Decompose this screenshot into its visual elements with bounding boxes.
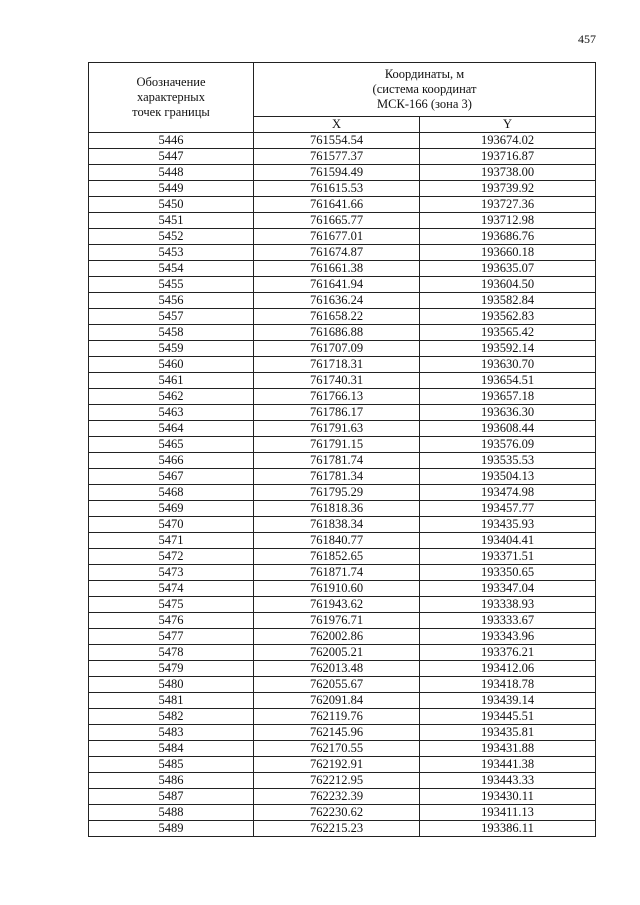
table-row: [89, 645, 596, 661]
point-id-cell: 5458: [89, 325, 254, 341]
y-coordinate-cell: 193712.98: [420, 213, 596, 229]
y-coordinate-cell: 193474.98: [420, 485, 596, 501]
y-coordinate-cell: 193635.07: [420, 261, 596, 277]
x-coordinate-cell: 761795.29: [254, 485, 420, 501]
point-id-cell: 5469: [89, 501, 254, 517]
table-row: [89, 277, 596, 293]
point-id-cell: 5477: [89, 629, 254, 645]
y-coordinate-cell: 193727.36: [420, 197, 596, 213]
coords-header-line: (система координат: [372, 82, 477, 96]
x-coordinate-cell: 762212.95: [254, 773, 420, 789]
y-coordinate-cell: 193657.18: [420, 389, 596, 405]
x-coordinate-cell: 761910.60: [254, 581, 420, 597]
table-row: [89, 677, 596, 693]
point-id-cell: 5456: [89, 293, 254, 309]
table-row: [89, 357, 596, 373]
y-coordinate-cell: 193343.96: [420, 629, 596, 645]
page-number: 457: [578, 32, 596, 46]
point-id-cell: 5462: [89, 389, 254, 405]
point-id-cell: 5447: [89, 149, 254, 165]
point-id-cell: 5454: [89, 261, 254, 277]
table-row: [89, 725, 596, 741]
x-coordinate-cell: 762215.23: [254, 821, 420, 837]
y-coordinate-cell: 193439.14: [420, 693, 596, 709]
point-id-cell: 5478: [89, 645, 254, 661]
x-coordinate-cell: 761943.62: [254, 597, 420, 613]
y-coordinate-cell: 193333.67: [420, 613, 596, 629]
table-row: [89, 437, 596, 453]
table-row: [89, 581, 596, 597]
table-row: [89, 693, 596, 709]
y-coordinate-cell: 193412.06: [420, 661, 596, 677]
table-row: [89, 421, 596, 437]
y-coordinate-cell: 193630.70: [420, 357, 596, 373]
y-coordinate-cell: 193371.51: [420, 549, 596, 565]
point-id-cell: 5455: [89, 277, 254, 293]
x-coordinate-cell: 762002.86: [254, 629, 420, 645]
table-row: [89, 805, 596, 821]
table-row: [89, 517, 596, 533]
x-coordinate-cell: 761840.77: [254, 533, 420, 549]
x-coordinate-cell: 762192.91: [254, 757, 420, 773]
table-row: [89, 757, 596, 773]
table-row: [89, 741, 596, 757]
x-coordinate-cell: 761718.31: [254, 357, 420, 373]
y-coordinate-cell: 193674.02: [420, 133, 596, 149]
table-row: [89, 789, 596, 805]
x-coordinate-cell: 761658.22: [254, 309, 420, 325]
y-coordinate-cell: 193562.83: [420, 309, 596, 325]
x-coordinate-cell: 761636.24: [254, 293, 420, 309]
point-id-cell: 5446: [89, 133, 254, 149]
point-id-cell: 5453: [89, 245, 254, 261]
table-row: [89, 229, 596, 245]
x-coordinate-cell: 761781.34: [254, 469, 420, 485]
x-coordinate-cell: 761677.01: [254, 229, 420, 245]
point-id-cell: 5451: [89, 213, 254, 229]
table-row: [89, 245, 596, 261]
point-id-cell: 5449: [89, 181, 254, 197]
table-header-row: [89, 63, 596, 117]
y-coordinate-cell: 193457.77: [420, 501, 596, 517]
table-row: [89, 613, 596, 629]
y-coordinate-cell: 193738.00: [420, 165, 596, 181]
point-id-cell: 5465: [89, 437, 254, 453]
point-id-cell: 5471: [89, 533, 254, 549]
x-coordinate-cell: 761665.77: [254, 213, 420, 229]
y-coordinate-cell: 193376.21: [420, 645, 596, 661]
table-row: [89, 549, 596, 565]
x-coordinate-cell: 761976.71: [254, 613, 420, 629]
x-column-header: X: [254, 117, 420, 133]
y-coordinate-cell: 193347.04: [420, 581, 596, 597]
x-coordinate-cell: 761871.74: [254, 565, 420, 581]
x-coordinate-cell: 761740.31: [254, 373, 420, 389]
point-id-cell: 5452: [89, 229, 254, 245]
x-coordinate-cell: 761791.63: [254, 421, 420, 437]
table-row: [89, 709, 596, 725]
x-coordinate-cell: 762230.62: [254, 805, 420, 821]
x-coordinate-cell: 761615.53: [254, 181, 420, 197]
point-id-cell: 5470: [89, 517, 254, 533]
table-row: [89, 629, 596, 645]
point-id-cell: 5467: [89, 469, 254, 485]
x-coordinate-cell: 762145.96: [254, 725, 420, 741]
table-row: [89, 325, 596, 341]
x-coordinate-cell: 762170.55: [254, 741, 420, 757]
point-id-cell: 5487: [89, 789, 254, 805]
y-column-header: Y: [420, 117, 596, 133]
table-row: [89, 501, 596, 517]
x-coordinate-cell: 761594.49: [254, 165, 420, 181]
point-id-cell: 5468: [89, 485, 254, 501]
y-coordinate-cell: 193636.30: [420, 405, 596, 421]
point-header-line: Обозначение: [136, 75, 206, 89]
y-coordinate-cell: 193430.11: [420, 789, 596, 805]
x-coordinate-cell: 761838.34: [254, 517, 420, 533]
point-designation-header: [89, 63, 254, 133]
x-coordinate-cell: 762119.76: [254, 709, 420, 725]
x-coordinate-cell: 761674.87: [254, 245, 420, 261]
table-row: [89, 213, 596, 229]
point-id-cell: 5489: [89, 821, 254, 837]
point-id-cell: 5483: [89, 725, 254, 741]
x-coordinate-cell: 761786.17: [254, 405, 420, 421]
y-coordinate-cell: 193504.13: [420, 469, 596, 485]
coordinates-table: [88, 62, 596, 837]
table-row: [89, 165, 596, 181]
y-coordinate-cell: 193582.84: [420, 293, 596, 309]
point-id-cell: 5479: [89, 661, 254, 677]
y-coordinate-cell: 193739.92: [420, 181, 596, 197]
x-coordinate-cell: 762091.84: [254, 693, 420, 709]
x-coordinate-cell: 761818.36: [254, 501, 420, 517]
table-row: [89, 597, 596, 613]
point-id-cell: 5481: [89, 693, 254, 709]
table-row: [89, 149, 596, 165]
y-coordinate-cell: 193535.53: [420, 453, 596, 469]
point-header-line: точек границы: [132, 105, 210, 119]
table-row: [89, 293, 596, 309]
x-coordinate-cell: 761781.74: [254, 453, 420, 469]
table-body: [89, 133, 596, 837]
x-coordinate-cell: 762005.21: [254, 645, 420, 661]
y-coordinate-cell: 193435.81: [420, 725, 596, 741]
table-row: [89, 373, 596, 389]
y-coordinate-cell: 193338.93: [420, 597, 596, 613]
point-header-line: характерных: [137, 90, 205, 104]
x-coordinate-cell: 761707.09: [254, 341, 420, 357]
y-coordinate-cell: 193404.41: [420, 533, 596, 549]
point-id-cell: 5448: [89, 165, 254, 181]
coords-header-line: МСК-166 (зона 3): [377, 97, 472, 111]
y-coordinate-cell: 193411.13: [420, 805, 596, 821]
x-coordinate-cell: 761577.37: [254, 149, 420, 165]
y-coordinate-cell: 193443.33: [420, 773, 596, 789]
coordinates-header: [254, 63, 596, 117]
table-row: [89, 133, 596, 149]
point-id-cell: 5450: [89, 197, 254, 213]
point-id-cell: 5464: [89, 421, 254, 437]
x-coordinate-cell: 761852.65: [254, 549, 420, 565]
point-id-cell: 5484: [89, 741, 254, 757]
table-row: [89, 405, 596, 421]
y-coordinate-cell: 193716.87: [420, 149, 596, 165]
table-row: [89, 181, 596, 197]
point-id-cell: 5486: [89, 773, 254, 789]
table-row: [89, 389, 596, 405]
point-id-cell: 5472: [89, 549, 254, 565]
y-coordinate-cell: 193604.50: [420, 277, 596, 293]
table-row: [89, 261, 596, 277]
y-coordinate-cell: 193435.93: [420, 517, 596, 533]
point-id-cell: 5461: [89, 373, 254, 389]
x-coordinate-cell: 761554.54: [254, 133, 420, 149]
y-coordinate-cell: 193386.11: [420, 821, 596, 837]
x-coordinate-cell: 761641.66: [254, 197, 420, 213]
y-coordinate-cell: 193431.88: [420, 741, 596, 757]
point-id-cell: 5460: [89, 357, 254, 373]
x-coordinate-cell: 761686.88: [254, 325, 420, 341]
y-coordinate-cell: 193576.09: [420, 437, 596, 453]
table-row: [89, 453, 596, 469]
point-id-cell: 5488: [89, 805, 254, 821]
x-coordinate-cell: 761766.13: [254, 389, 420, 405]
table-row: [89, 341, 596, 357]
x-coordinate-cell: 762232.39: [254, 789, 420, 805]
point-id-cell: 5475: [89, 597, 254, 613]
table-row: [89, 309, 596, 325]
point-id-cell: 5485: [89, 757, 254, 773]
point-id-cell: 5480: [89, 677, 254, 693]
y-coordinate-cell: 193608.44: [420, 421, 596, 437]
y-coordinate-cell: 193565.42: [420, 325, 596, 341]
point-id-cell: 5474: [89, 581, 254, 597]
y-coordinate-cell: 193686.76: [420, 229, 596, 245]
y-coordinate-cell: 193441.38: [420, 757, 596, 773]
table-row: [89, 821, 596, 837]
y-coordinate-cell: 193350.65: [420, 565, 596, 581]
table-row: [89, 533, 596, 549]
table-row: [89, 469, 596, 485]
point-id-cell: 5457: [89, 309, 254, 325]
point-id-cell: 5482: [89, 709, 254, 725]
y-coordinate-cell: 193654.51: [420, 373, 596, 389]
x-coordinate-cell: 761791.15: [254, 437, 420, 453]
table-row: [89, 565, 596, 581]
table-row: [89, 773, 596, 789]
point-id-cell: 5473: [89, 565, 254, 581]
x-coordinate-cell: 762013.48: [254, 661, 420, 677]
coords-header-line: Координаты, м: [384, 67, 465, 81]
x-coordinate-cell: 761661.38: [254, 261, 420, 277]
table-row: [89, 661, 596, 677]
point-id-cell: 5459: [89, 341, 254, 357]
table-row: [89, 197, 596, 213]
y-coordinate-cell: 193418.78: [420, 677, 596, 693]
point-id-cell: 5476: [89, 613, 254, 629]
x-coordinate-cell: 762055.67: [254, 677, 420, 693]
point-id-cell: 5466: [89, 453, 254, 469]
y-coordinate-cell: 193445.51: [420, 709, 596, 725]
y-coordinate-cell: 193660.18: [420, 245, 596, 261]
y-coordinate-cell: 193592.14: [420, 341, 596, 357]
x-coordinate-cell: 761641.94: [254, 277, 420, 293]
point-id-cell: 5463: [89, 405, 254, 421]
table-row: [89, 485, 596, 501]
